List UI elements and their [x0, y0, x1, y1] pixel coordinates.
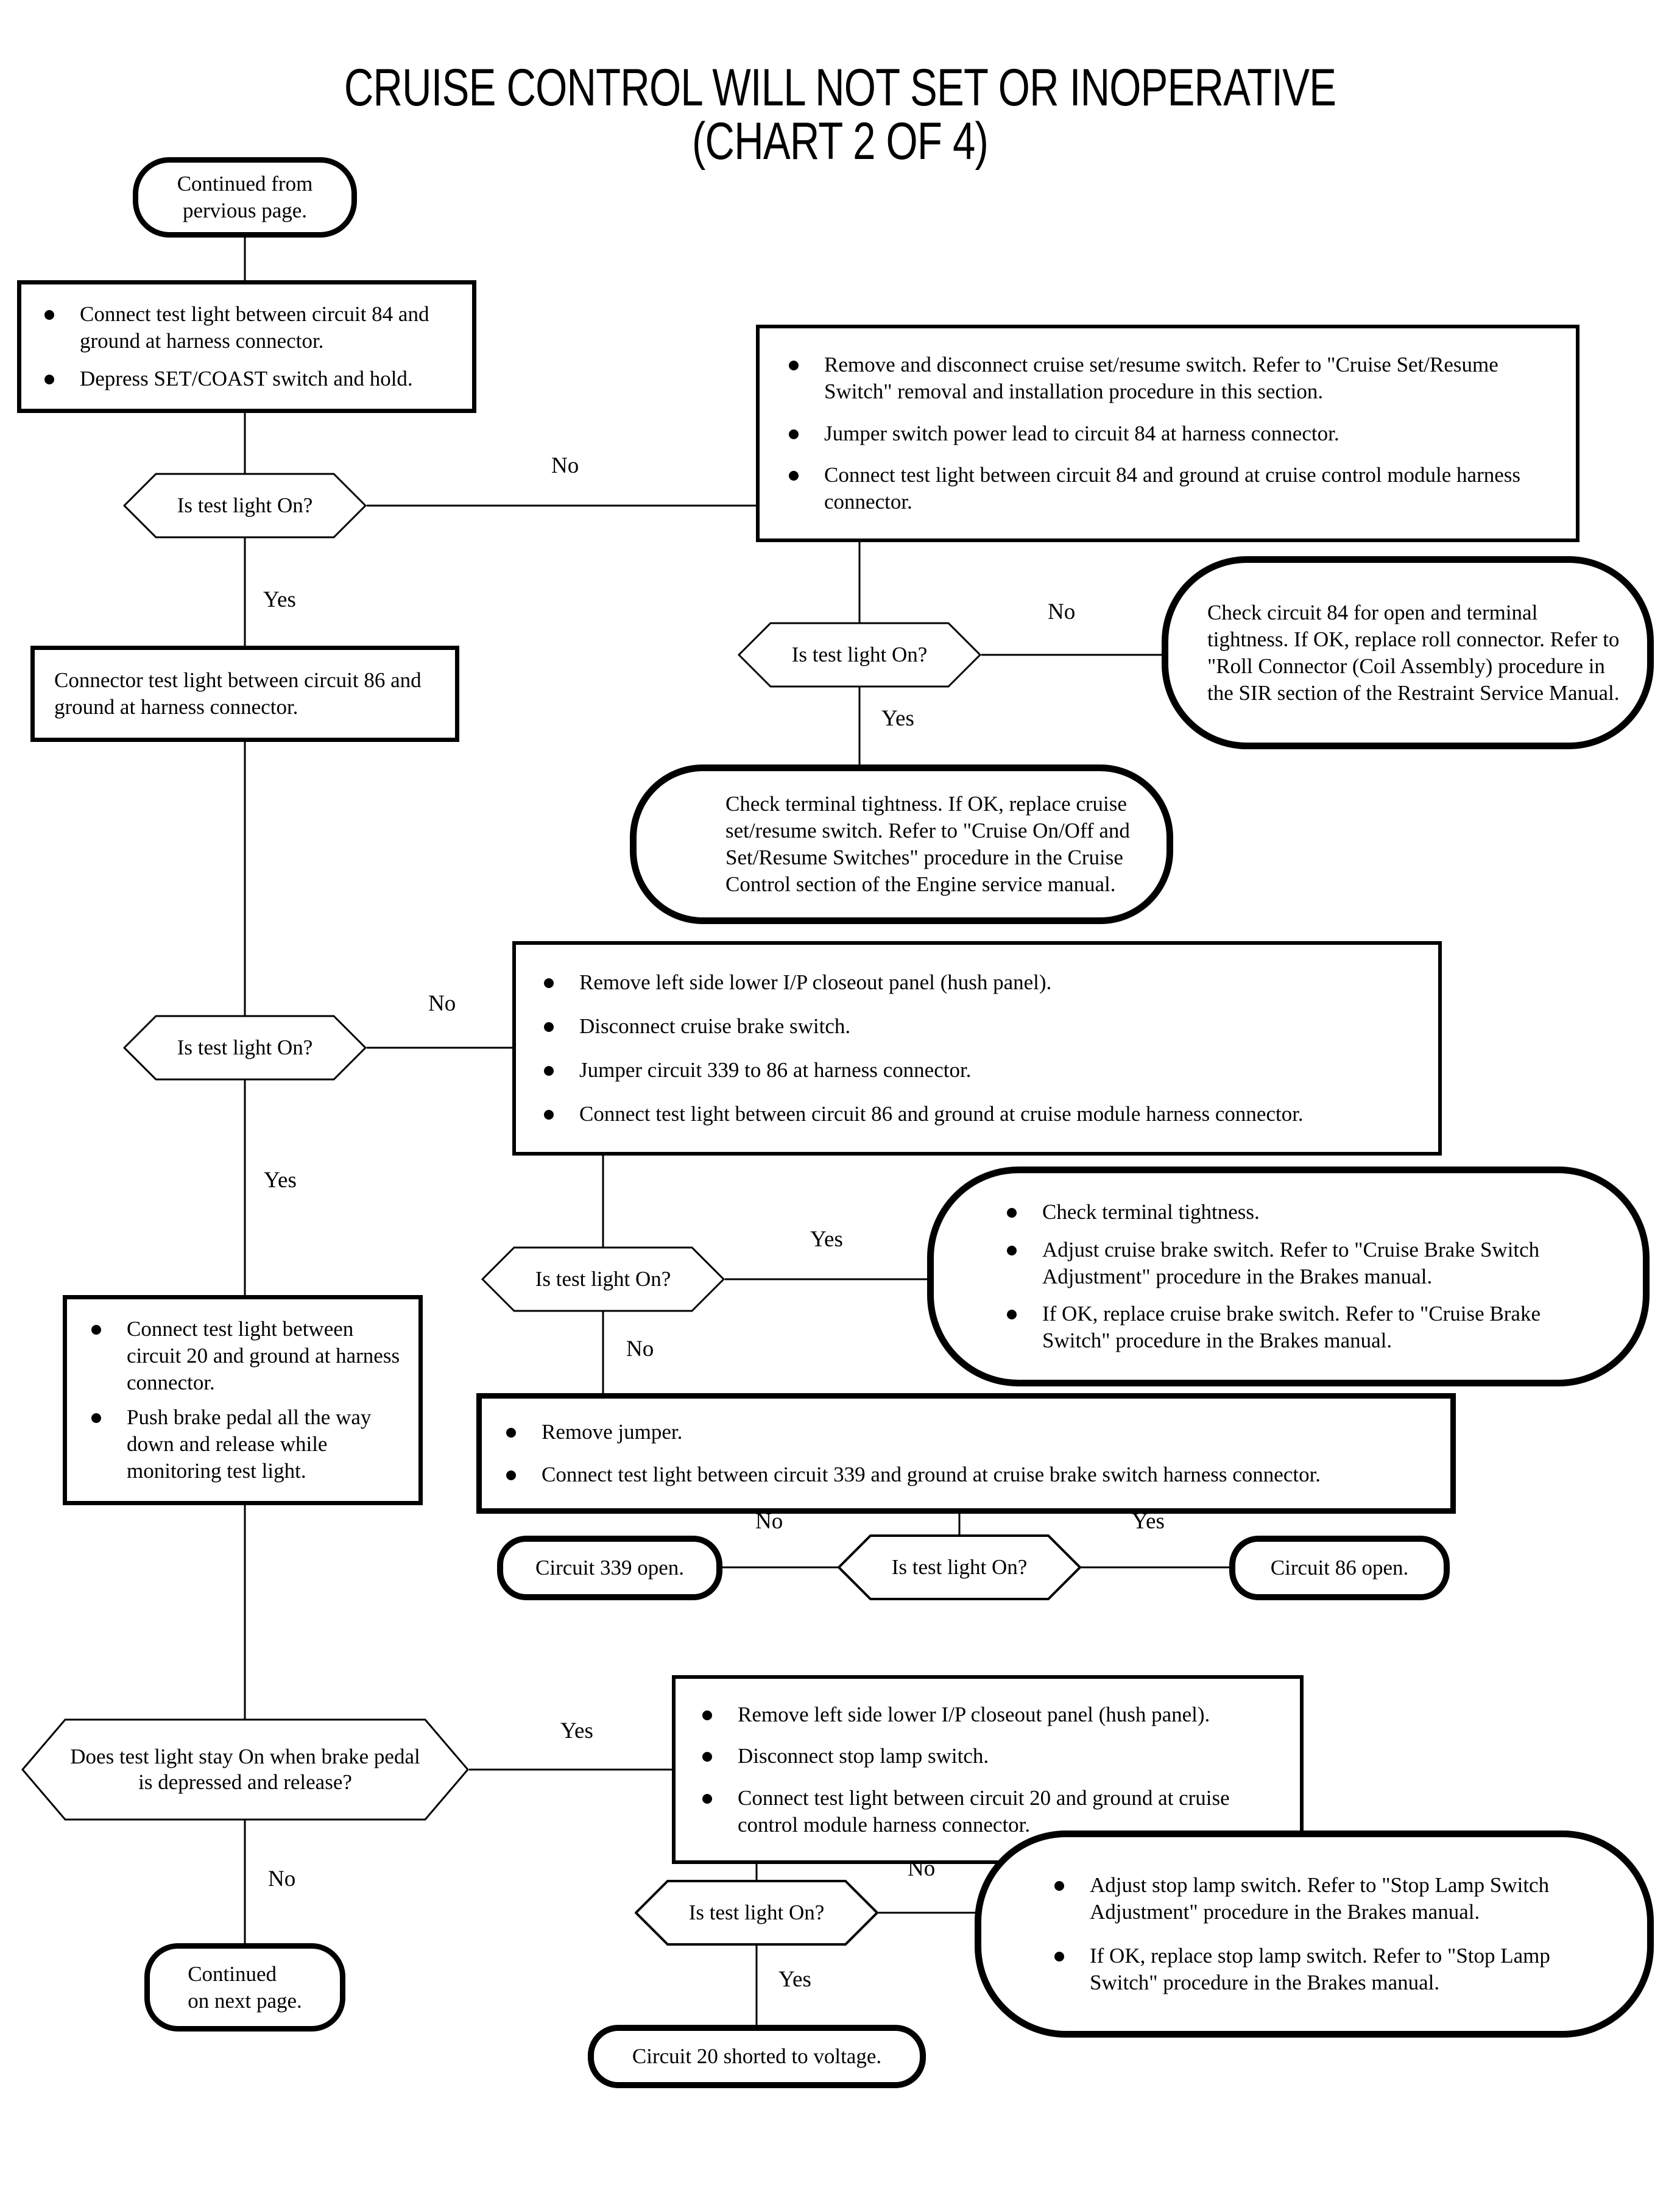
edge-label-yes: Yes: [1132, 1509, 1165, 1534]
edge-label-no: No: [908, 1856, 936, 1881]
bullet-icon: [506, 1428, 516, 1438]
terminal-circuit-86-open: Circuit 86 open.: [1229, 1536, 1450, 1600]
decision-does-test-light-stay-on: Does test light stay On when brake pedal is depressed and release?: [21, 1718, 469, 1821]
process-remove-jumper: Remove jumper. Connect test light between circuit 339 and ground at cruise brake switch harness connector.: [476, 1393, 1456, 1514]
edge-label-yes: Yes: [263, 587, 296, 612]
terminal-adjust-replace-stop-lamp-switch: Adjust stop lamp switch. Refer to "Stop Lamp Switch Adjustment" procedure in the Brakes manual. If OK, replace stop lamp switch. Refer to "Stop Lamp Switch" procedure in the Brakes manual.: [975, 1830, 1654, 2038]
bullet-icon: [506, 1470, 516, 1480]
edge-label-no: No: [1048, 599, 1076, 624]
decision-is-test-light-on-1: Is test light On?: [123, 472, 367, 539]
process-cruise-brake-switch-jumper: Remove left side lower I/P closeout panel (hush panel). Disconnect cruise brake switch. Jumper circuit 339 to 86 at harness connector. Connect test light between circuit 86 and ground at cruise module harness connector.: [512, 941, 1442, 1156]
bullet-icon: [702, 1710, 712, 1720]
bullet-icon: [789, 361, 799, 370]
bullet-icon: [702, 1752, 712, 1762]
edge-label-yes: Yes: [810, 1227, 843, 1252]
edge-label-no: No: [626, 1336, 654, 1361]
process-remove-set-resume-switch: Remove and disconnect cruise set/resume switch. Refer to "Cruise Set/Resume Switch" removal and installation procedure in this section. Jumper switch power lead to circuit 84 at harness connector. Connect test light between circuit 84 and ground at cruise control module harness connector.: [756, 325, 1579, 542]
bullet-icon: [1007, 1310, 1017, 1319]
process-connect-test-light-circuit-86: Connector test light between circuit 86 and ground at harness connector.: [30, 646, 459, 742]
bullet-icon: [702, 1794, 712, 1804]
edge-label-yes: Yes: [264, 1168, 297, 1193]
decision-is-test-light-on-6: Is test light On?: [635, 1879, 878, 1946]
edge-label-no: No: [428, 991, 456, 1016]
terminal-text: Continued from pervious page.: [177, 172, 313, 222]
bullet-icon: [1007, 1246, 1017, 1255]
edge-label-no: No: [755, 1509, 783, 1534]
edge-label-yes: Yes: [881, 706, 914, 731]
bullet-icon: [789, 471, 799, 481]
bullet-icon: [91, 1325, 101, 1335]
bullet-icon: [1054, 1881, 1064, 1891]
bullet-icon: [1054, 1952, 1064, 1961]
bullet-icon: [1007, 1208, 1017, 1218]
bullet-icon: [544, 1066, 554, 1076]
decision-is-test-light-on-2: Is test light On?: [738, 621, 981, 688]
process-disconnect-stop-lamp-switch: Remove left side lower I/P closeout panel (hush panel). Disconnect stop lamp switch. Connect test light between circuit 20 and ground at cruise control module harness connector.: [672, 1675, 1304, 1864]
process-connect-test-light-circuit-84: Connect test light between circuit 84 and ground at harness connector. Depress SET/COAST switch and hold.: [17, 280, 476, 413]
terminal-circuit-339-open: Circuit 339 open.: [497, 1536, 722, 1600]
edge-label-yes: Yes: [778, 1967, 811, 1992]
terminal-continued-from-previous-page: [133, 157, 357, 238]
bullet-icon: [44, 310, 54, 320]
terminal-circuit-20-shorted: Circuit 20 shorted to voltage.: [588, 2025, 926, 2088]
page-title-line2: (CHART 2 OF 4): [691, 112, 989, 171]
bullet-icon: [789, 429, 799, 439]
terminal-adjust-replace-cruise-brake-switch: Check terminal tightness. Adjust cruise brake switch. Refer to "Cruise Brake Switch Adjustment" procedure in the Brakes manual. If OK, replace cruise brake switch. Refer to "Cruise Brake Switch" procedure in the Brakes manual.: [927, 1167, 1650, 1386]
terminal-check-circuit-84-roll-connector: Check circuit 84 for open and terminal tightness. If OK, replace roll connector. Refer to "Roll Connector (Coil Assembly) procedure in the SIR section of the Restraint Service Manual.: [1162, 556, 1654, 749]
terminal-continued-on-next-page: [144, 1943, 345, 2032]
edge-label-yes: Yes: [560, 1718, 593, 1743]
bullet-icon: [544, 1110, 554, 1120]
bullet-icon: [544, 1022, 554, 1032]
page-title-line1: CRUISE CONTROL WILL NOT SET OR INOPERATIVE: [344, 58, 1336, 117]
terminal-replace-set-resume-switch: Check terminal tightness. If OK, replace cruise set/resume switch. Refer to "Cruise On/Off and Set/Resume Switches" procedure in the Cruise Control section of the Engine service manual.: [630, 764, 1173, 924]
edge-label-no: No: [268, 1866, 296, 1891]
bullet-icon: [544, 978, 554, 988]
edge-label-no: No: [551, 453, 579, 478]
decision-is-test-light-on-3: Is test light On?: [123, 1014, 367, 1081]
bullet-icon: [91, 1413, 101, 1423]
decision-is-test-light-on-5: Is test light On?: [838, 1534, 1081, 1601]
process-connect-test-light-circuit-20: Connect test light between circuit 20 and ground at harness connector. Push brake pedal all the way down and release while monitoring test light.: [63, 1295, 423, 1505]
bullet-icon: [44, 375, 54, 384]
decision-is-test-light-on-4: Is test light On?: [481, 1246, 725, 1313]
terminal-text: Continued on next page.: [188, 1961, 302, 2013]
